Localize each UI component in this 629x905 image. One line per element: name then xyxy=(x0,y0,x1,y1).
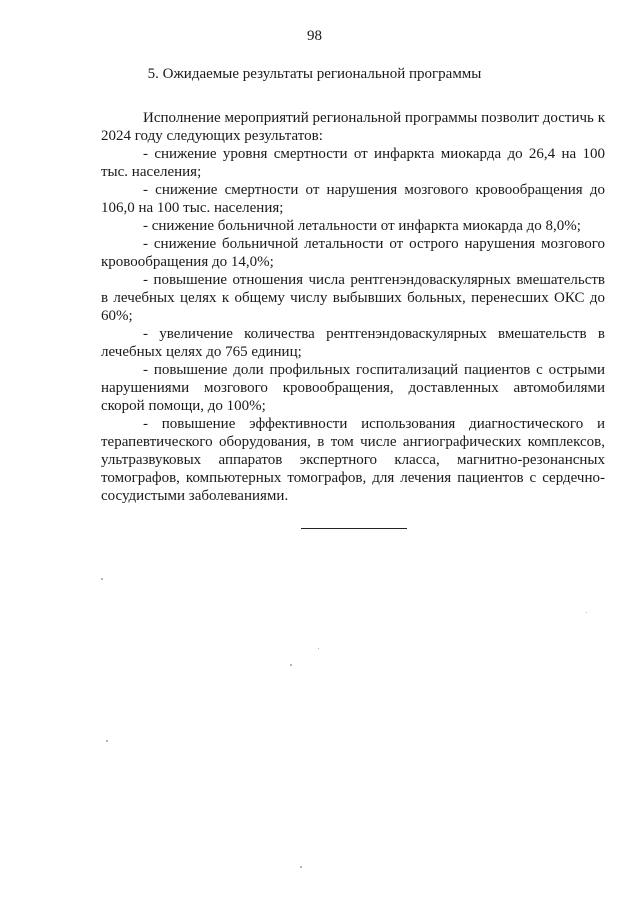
list-item: - увеличение количества рентгенэндоваскулярных вмешательств в лечебных целях до 765 единиц; xyxy=(101,326,605,360)
scan-speck xyxy=(101,578,103,580)
list-item: - снижение уровня смертности от инфаркта миокарда до 26,4 на 100 тыс. населения; xyxy=(101,146,605,180)
page-number: 98 xyxy=(307,28,322,44)
list-item: - повышение отношения числа рентгенэндоваскулярных вмешательств в лечебных целях к общему числу выбывших больных, перенесших ОКС до 60%; xyxy=(101,272,605,324)
list-item: - снижение больничной летальности от острого нарушения мозгового кровообращения до 14,0%; xyxy=(101,236,605,270)
list-item: - снижение смертности от нарушения мозгового кровообращения до 106,0 на 100 тыс. населения; xyxy=(101,182,605,216)
list-item: - повышение эффективности использования диагностического и терапевтического оборудования, в том числе ангиографических комплексов, ультразвуковых аппаратов экспертного класса, магнитно-резонансных томографов, компьютерных томографов, для лечения пациентов с сердечно-сосудистыми заболеваниями. xyxy=(101,416,605,504)
document-body xyxy=(101,109,605,505)
intro-paragraph: Исполнение мероприятий региональной программы позволит достичь к 2024 году следующих результатов: xyxy=(101,110,605,144)
scan-speck xyxy=(586,612,587,613)
scan-speck xyxy=(290,664,292,666)
scan-speck xyxy=(106,740,108,742)
list-item: - снижение больничной летальности от инфаркта миокарда до 8,0%; xyxy=(143,218,581,234)
closing-divider-line xyxy=(301,528,407,529)
section-title: 5. Ожидаемые результаты региональной программы xyxy=(147,66,482,82)
scan-speck xyxy=(300,866,302,868)
scan-speck xyxy=(318,648,319,649)
list-item: - повышение доли профильных госпитализаций пациентов с острыми нарушениями мозгового кровообращения, доставленных автомобилями скорой помощи, до 100%; xyxy=(101,362,605,414)
